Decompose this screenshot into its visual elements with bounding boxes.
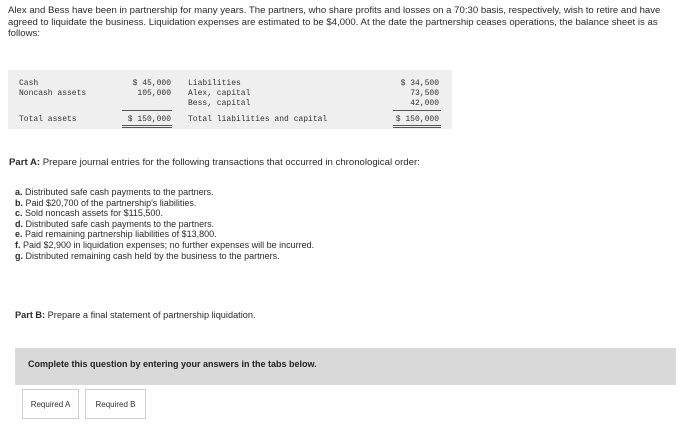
lc-total-double-line-2 — [393, 127, 441, 128]
alex-capital-label: Alex, capital — [188, 89, 251, 98]
assets-total-double-line-2 — [122, 127, 172, 128]
item-text: Paid remaining partnership liabilities of $13,800. — [22, 229, 217, 240]
total-liabilities-capital-amount: $ 150,000 — [395, 115, 439, 124]
banner-text: Complete this question by entering your answers in the tabs below. — [28, 359, 317, 369]
transaction-list — [15, 187, 314, 261]
liabilities-subtotal-line — [393, 110, 441, 111]
part-a-instruction — [9, 157, 420, 168]
list-item — [15, 198, 314, 209]
noncash-label: Noncash assets — [19, 89, 87, 98]
part-a-prefix: Part A: — [9, 157, 41, 168]
list-item — [15, 240, 314, 251]
part-b-instruction — [15, 310, 256, 320]
item-text: Distributed safe cash payments to the partners. — [23, 218, 215, 229]
item-letter: f. — [15, 239, 21, 250]
part-b-text: Prepare a final statement of partnership liquidation. — [45, 310, 256, 320]
item-text: Distributed safe cash payments to the partners. — [22, 187, 214, 197]
item-letter: d. — [15, 218, 23, 229]
list-item — [15, 219, 314, 230]
liabilities-label: Liabilities — [188, 79, 241, 88]
tab-required-b[interactable]: Required B — [85, 389, 146, 419]
cash-label: Cash — [19, 79, 39, 88]
item-letter: a. — [15, 187, 23, 197]
item-letter: c. — [15, 208, 23, 219]
tab-required-a[interactable]: Required A — [22, 389, 79, 419]
item-text: Distributed remaining cash held by the business to the partners. — [23, 250, 280, 261]
item-letter: b. — [15, 197, 23, 208]
list-item — [15, 187, 314, 198]
alex-capital-amount: 73,500 — [410, 89, 439, 98]
list-item — [15, 229, 314, 240]
instructions-banner — [15, 348, 676, 385]
noncash-amount: 105,000 — [137, 89, 171, 98]
total-assets-amount: $ 150,000 — [127, 115, 171, 124]
balance-sheet — [8, 70, 452, 129]
bess-capital-amount: 42,000 — [410, 99, 439, 108]
liabilities-amount: $ 34,500 — [400, 79, 439, 88]
problem-intro: Alex and Bess have been in partnership for many years. The partners, who share profits and losses on a 70:30 basis, respectively, wish to retire and have agreed to liquidate the business. Liquidation expenses are estimated to be $4,000. At the date the partnership ceases operations, the balance sheet is as follows: — [8, 5, 661, 39]
part-b-prefix: Part B: — [15, 310, 46, 320]
list-item — [15, 208, 314, 219]
item-text: Paid $2,900 in liquidation expenses; no further expenses will be incurred. — [20, 239, 315, 250]
item-text: Paid $20,700 of the partnership's liabilities. — [23, 197, 197, 208]
lc-total-double-line-1 — [393, 125, 441, 126]
assets-total-double-line-1 — [122, 125, 172, 126]
list-item — [15, 251, 314, 262]
assets-subtotal-line — [122, 110, 172, 111]
total-assets-label: Total assets — [19, 115, 77, 124]
bess-capital-label: Bess, capital — [188, 99, 251, 108]
cash-amount: $ 45,000 — [132, 79, 171, 88]
item-letter: g. — [15, 250, 23, 261]
item-text: Sold noncash assets for $115,500. — [22, 208, 163, 219]
total-liabilities-capital-label: Total liabilities and capital — [188, 115, 328, 124]
part-a-text: Prepare journal entries for the following transactions that occurred in chronological order: — [40, 157, 420, 168]
item-letter: e. — [15, 229, 23, 240]
